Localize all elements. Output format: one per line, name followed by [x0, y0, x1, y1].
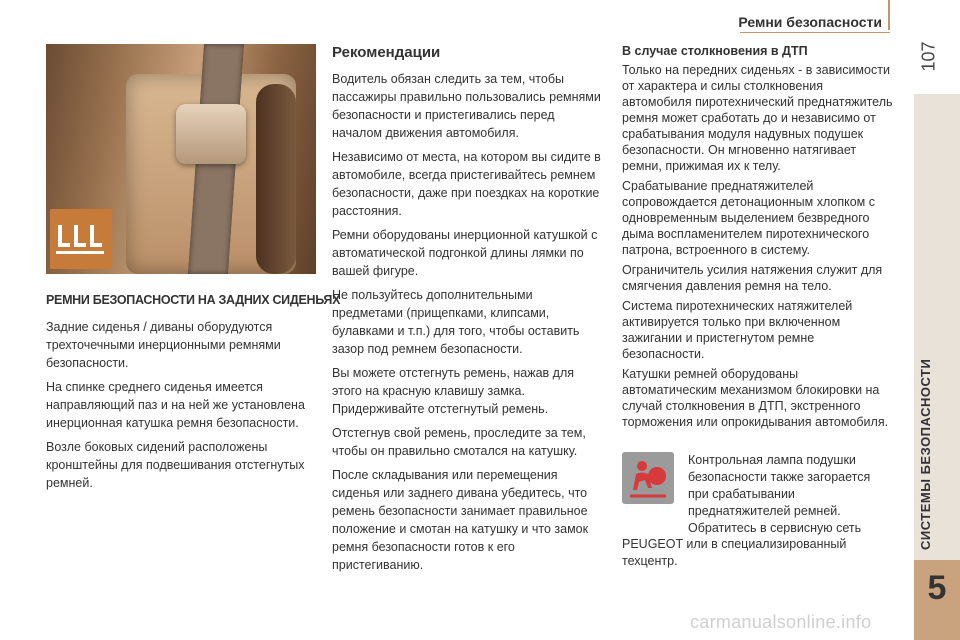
paragraph: Независимо от места, на котором вы сидите в автомобиле, всегда пристегивайтесь ремнем безопасности, даже при поездках на короткие расстояния. — [332, 150, 601, 218]
paragraph: Вы можете отстегнуть ремень, нажав для этого на красную клавишу замка. Придерживайте отстегнутый ремень. — [332, 366, 575, 416]
left-column-text — [46, 318, 316, 498]
paragraph: Катушки ремней оборудованы автоматическим механизмом блокировки на случай столкновения в ДТП, экстренного торможения или опрокидывания автомобиля. — [622, 367, 889, 429]
paragraph: Система пиротехнических натяжителей активируется только при включенном зажигании и пристегнутом ремне безопасности. — [622, 299, 853, 361]
chapter-number: 5 — [927, 569, 947, 607]
paragraph: После складывания или перемещения сиденья или заднего дивана убедитесь, что ремень безопасности занимает правильное положение и смотан на катушку и что замок ремня безопасности готов к его пристегиванию. — [332, 468, 589, 572]
warning-text-tail: PEUGEOT или в специализированный техцентр. — [622, 537, 847, 568]
watermark: carmanualsonline.info — [690, 612, 872, 632]
paragraph: Ограничитель усилия натяжения служит для смягчения давления ремня на тело. — [622, 263, 883, 293]
middle-column-text — [332, 70, 604, 580]
right-column-text — [622, 62, 894, 434]
paragraph: Задние сиденья / диваны оборудуются трехточечными инерционными ремнями безопасности. — [46, 320, 281, 370]
collision-heading: В случае столкновения в ДТП — [622, 44, 808, 58]
paragraph: Отстегнув свой ремень, проследите за тем, чтобы он правильно смотался на катушку. — [332, 426, 586, 458]
header-divider — [740, 32, 890, 33]
rear-seats-heading: РЕМНИ БЕЗОПАСНОСТИ НА ЗАДНИХ СИДЕНЬЯХ — [46, 293, 341, 307]
section-title: Ремни безопасности — [738, 14, 882, 30]
paragraph: Возле боковых сидений расположены кронштейны для подвешивания отстегнутых ремней. — [46, 440, 305, 490]
paragraph: Только на передних сиденьях - в зависимости от характера и силы столкновения автомобиля пиротехнический преднатяжитель ремня может сработать до и независимо от срабатывания модуля надувных подушек безопасности. Он мгновенно натягивает ремни, прижимая их к телу. — [622, 63, 893, 173]
chapter-title: СИСТЕМЫ БЕЗОПАСНОСТИ — [918, 358, 933, 550]
paragraph: На спинке среднего сиденья имеется направляющий паз и на ней же установлена инерционная катушка ремня безопасности. — [46, 380, 305, 430]
seat-frame — [256, 84, 296, 274]
airbag-warning-lamp-icon — [622, 452, 674, 504]
header-tick — [888, 0, 890, 30]
paragraph: Ремни оборудованы инерционной катушкой с автоматической подгонкой длины лямки по вашей фигуре. — [332, 228, 598, 278]
paragraph: Водитель обязан следить за тем, чтобы пассажиры правильно пользовались ремнями безопасности и пристегивались перед началом движения автомобиля. — [332, 72, 601, 140]
page-number: 107 — [918, 41, 939, 72]
paragraph: Срабатывание преднатяжителей сопровождается детонационным хлопком с одновременным выделением безвредного дыма воспламенителем пиротехнического патрона, встроенного в систему. — [622, 179, 876, 257]
belt-guide — [176, 104, 246, 164]
rear-seatbelt-photo — [46, 44, 316, 274]
paragraph: Не пользуйтесь дополнительными предметами (прищепками, клипсами, булавками и т.п.) для того, чтобы оставить зазор под ремнем безопасности. — [332, 288, 580, 356]
recommendations-heading: Рекомендации — [332, 44, 441, 61]
rear-seats-icon — [50, 209, 112, 269]
warning-text: Контрольная лампа подушки безопасности также загорается при срабатывании преднатяжителей ремней. Обратитесь в сервисную сеть — [688, 453, 871, 535]
